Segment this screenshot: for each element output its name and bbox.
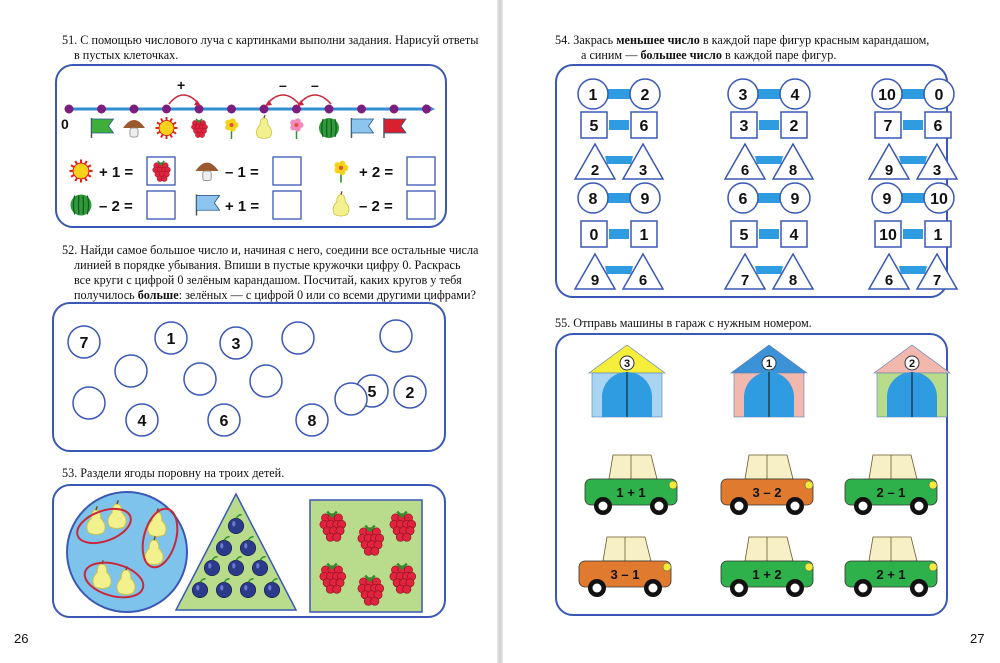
circles-area <box>54 304 444 450</box>
plus-sign: + <box>177 77 186 93</box>
ray-dot <box>422 105 431 114</box>
circle-number: 2 <box>405 385 415 402</box>
circle-number: 4 <box>137 413 147 430</box>
equation-operation: – 2 = <box>99 198 133 215</box>
pair-number: 6 <box>933 118 943 135</box>
shape-pair-triangle <box>725 254 813 289</box>
ray-dot <box>260 105 269 114</box>
shape-pair-circle <box>578 79 660 109</box>
number-circle[interactable] <box>73 387 105 419</box>
shape-pair-circle <box>728 183 810 213</box>
ray-dot <box>292 105 301 114</box>
right-page <box>503 0 1000 663</box>
pair-number: 4 <box>789 227 799 244</box>
pair-number: 6 <box>884 272 894 289</box>
equation-operation: – 1 = <box>225 164 259 181</box>
ray-dot <box>325 105 334 114</box>
pair-number: 6 <box>638 272 648 289</box>
pair-number: 2 <box>640 87 650 104</box>
task54-line1 <box>555 33 929 48</box>
car-label: 3 – 2 <box>752 485 782 500</box>
pair-number: 10 <box>879 227 897 244</box>
pair-number: 8 <box>788 162 798 179</box>
task54-line1-bold: меньшее число <box>616 33 700 47</box>
answer-box[interactable] <box>273 191 301 219</box>
shape-pair-triangle <box>575 144 663 179</box>
car[interactable] <box>845 455 937 515</box>
flower-yellow-icon <box>225 118 238 139</box>
watermelon-icon <box>71 195 92 216</box>
pair-number: 9 <box>640 191 650 208</box>
shape-pair-circle <box>872 79 954 109</box>
task54-text <box>555 33 929 63</box>
pair-number: 1 <box>639 227 649 244</box>
flower-yellow-icon <box>334 161 348 183</box>
pair-number: 3 <box>638 162 648 179</box>
page-number-right: 27 <box>970 631 985 646</box>
pair-number: 3 <box>738 87 748 104</box>
pair-number: 5 <box>589 118 599 135</box>
garage <box>589 345 665 417</box>
pair-number: 10 <box>878 87 896 104</box>
shape-pair-circle <box>872 183 954 213</box>
task55-text: 55. Отправь машины в гараж с нужным номером. <box>555 316 812 330</box>
task55-frame <box>555 333 948 616</box>
page-number-left: 26 <box>14 631 29 646</box>
flag-blue-icon <box>352 118 374 138</box>
task52-line3: все круги с цифрой 0 зелёным карандашом. Посчитай, каких кругов у тебя <box>74 273 462 287</box>
garage-area <box>557 335 946 614</box>
pair-number: 10 <box>930 191 948 208</box>
task54-line2 <box>555 48 929 63</box>
garage <box>874 345 950 417</box>
task52-line4-bold: больше <box>137 288 179 302</box>
minus-jump-arc-2 <box>299 95 331 104</box>
answer-box[interactable] <box>407 191 435 219</box>
circle-number: 3 <box>231 336 241 353</box>
pair-number: 7 <box>883 118 893 135</box>
car[interactable] <box>845 537 937 597</box>
pair-number: 0 <box>934 87 944 104</box>
answer-box[interactable] <box>273 157 301 185</box>
pair-number: 2 <box>789 118 799 135</box>
task52-frame <box>52 302 446 452</box>
pair-number: 9 <box>590 272 600 289</box>
pair-number: 6 <box>639 118 649 135</box>
pair-number: 1 <box>588 87 598 104</box>
equation-operation: + 1 = <box>225 198 260 215</box>
circle-number: 8 <box>307 413 317 430</box>
pair-number: 2 <box>590 162 600 179</box>
number-circle[interactable] <box>115 355 147 387</box>
shape-pair-triangle <box>869 144 957 179</box>
ray-dot <box>97 105 106 114</box>
task51-text <box>62 33 478 63</box>
number-circle[interactable] <box>335 383 367 415</box>
pair-number: 6 <box>740 162 750 179</box>
car-label: 2 – 1 <box>876 485 906 500</box>
shape-pairs-area <box>557 66 946 296</box>
ray-dot <box>130 105 139 114</box>
shape-pair-square <box>875 112 951 138</box>
watermelon-icon <box>319 118 339 138</box>
ray-dot <box>195 105 204 114</box>
raspberry-icon <box>191 119 207 138</box>
pair-number: 0 <box>589 227 599 244</box>
ray-dot <box>162 105 171 114</box>
sun-icon <box>156 117 178 139</box>
garage-number: 2 <box>908 358 916 370</box>
equation-operation: + 1 = <box>99 164 134 181</box>
pair-number: 8 <box>788 272 798 289</box>
ray-zero-label: 0 <box>61 116 69 132</box>
plus-jump-arc <box>169 95 199 104</box>
garage <box>731 345 807 417</box>
task52-line4 <box>62 288 478 303</box>
answer-box[interactable] <box>147 191 175 219</box>
berries-area <box>54 486 444 616</box>
shape-pair-square <box>731 112 807 138</box>
task52-line4-c: : зелёных — с цифрой 0 или со всеми другими цифрами? <box>178 288 476 302</box>
number-ray <box>57 66 445 226</box>
car[interactable] <box>721 537 813 597</box>
equation-operation: + 2 = <box>359 164 394 181</box>
pair-number: 3 <box>932 162 942 179</box>
car[interactable] <box>579 537 671 597</box>
shape-pair-circle <box>728 79 810 109</box>
ray-dot <box>227 105 236 114</box>
shape-pair-triangle <box>575 254 663 289</box>
task54-line1-c: в каждой паре фигур красным карандашом, <box>699 33 930 47</box>
number-circle[interactable] <box>380 320 412 352</box>
shape-pair-triangle <box>725 144 813 179</box>
equation-operation: – 2 = <box>359 198 393 215</box>
shape-pair-square <box>581 221 657 247</box>
task52-text <box>62 243 478 303</box>
task54-line1-a: 54. Закрась <box>555 33 617 47</box>
left-page <box>0 0 497 663</box>
pair-number: 6 <box>738 191 748 208</box>
circle-number: 1 <box>166 331 176 348</box>
garage-number: 3 <box>623 358 631 370</box>
pair-number: 4 <box>790 87 800 104</box>
shape-pair-circle <box>578 183 660 213</box>
car-label: 2 + 1 <box>876 567 906 582</box>
pair-number: 1 <box>933 227 943 244</box>
task54-line2-bold: большее число <box>640 48 722 62</box>
mushroom-icon <box>123 120 145 137</box>
number-circle[interactable] <box>282 322 314 354</box>
minus-sign-1: – <box>279 77 287 93</box>
sun-icon <box>69 159 92 182</box>
shape-pair-square <box>875 221 951 247</box>
pair-number: 9 <box>882 191 892 208</box>
task51-line1: 51. С помощью числового луча с картинками выполни задания. Нарисуй ответы <box>62 33 479 47</box>
shape-pair-square <box>731 221 807 247</box>
flag-green-icon <box>92 118 114 138</box>
task53-text: 53. Раздели ягоды поровну на троих детей. <box>62 466 285 480</box>
number-circle[interactable] <box>250 365 282 397</box>
pair-number: 7 <box>932 272 942 289</box>
answer-box[interactable] <box>407 157 435 185</box>
shape-pair-square <box>581 112 657 138</box>
garage-number: 1 <box>765 358 773 370</box>
task51-line2: в пустых клеточках. <box>74 48 179 62</box>
ray-dot <box>65 105 74 114</box>
pear-icon <box>333 191 349 216</box>
ray-dot <box>390 105 399 114</box>
ray-dot <box>357 105 366 114</box>
flower-pink-icon <box>290 118 303 139</box>
number-circle[interactable] <box>184 363 216 395</box>
task53-frame <box>52 484 446 618</box>
task52-line2: линией в порядке убывания. Впиши в пустые кружочки цифру 0. Раскрась <box>74 258 461 272</box>
car-label: 1 + 2 <box>752 567 782 582</box>
car-label: 1 + 1 <box>616 485 646 500</box>
pair-number: 9 <box>790 191 800 208</box>
car[interactable] <box>585 455 677 515</box>
task51-frame <box>55 64 447 228</box>
circle-number: 5 <box>367 384 377 401</box>
task54-frame <box>555 64 948 298</box>
circle-number: 7 <box>79 335 89 352</box>
pair-number: 8 <box>588 191 598 208</box>
task54-line2-c: в каждой паре фигур. <box>721 48 837 62</box>
circle-number: 6 <box>219 413 229 430</box>
task52-line4-a: получилось <box>74 288 138 302</box>
pear-icon <box>256 115 271 139</box>
task54-line2-a: а синим — <box>581 48 641 62</box>
pair-number: 3 <box>739 118 749 135</box>
minus-jump-arc-1 <box>267 95 299 104</box>
task52-line1: 52. Найди самое большое число и, начиная с него, соедини все остальные числа <box>62 243 479 257</box>
mushroom-icon <box>195 163 218 181</box>
car-label: 3 – 1 <box>610 567 640 582</box>
car[interactable] <box>721 455 813 515</box>
flag-red-icon <box>384 118 406 138</box>
shape-pair-triangle <box>869 254 957 289</box>
minus-sign-2: – <box>311 77 319 93</box>
pair-number: 7 <box>740 272 750 289</box>
pair-number: 9 <box>884 162 894 179</box>
pair-number: 5 <box>739 227 749 244</box>
flag-blue-icon <box>197 195 220 216</box>
